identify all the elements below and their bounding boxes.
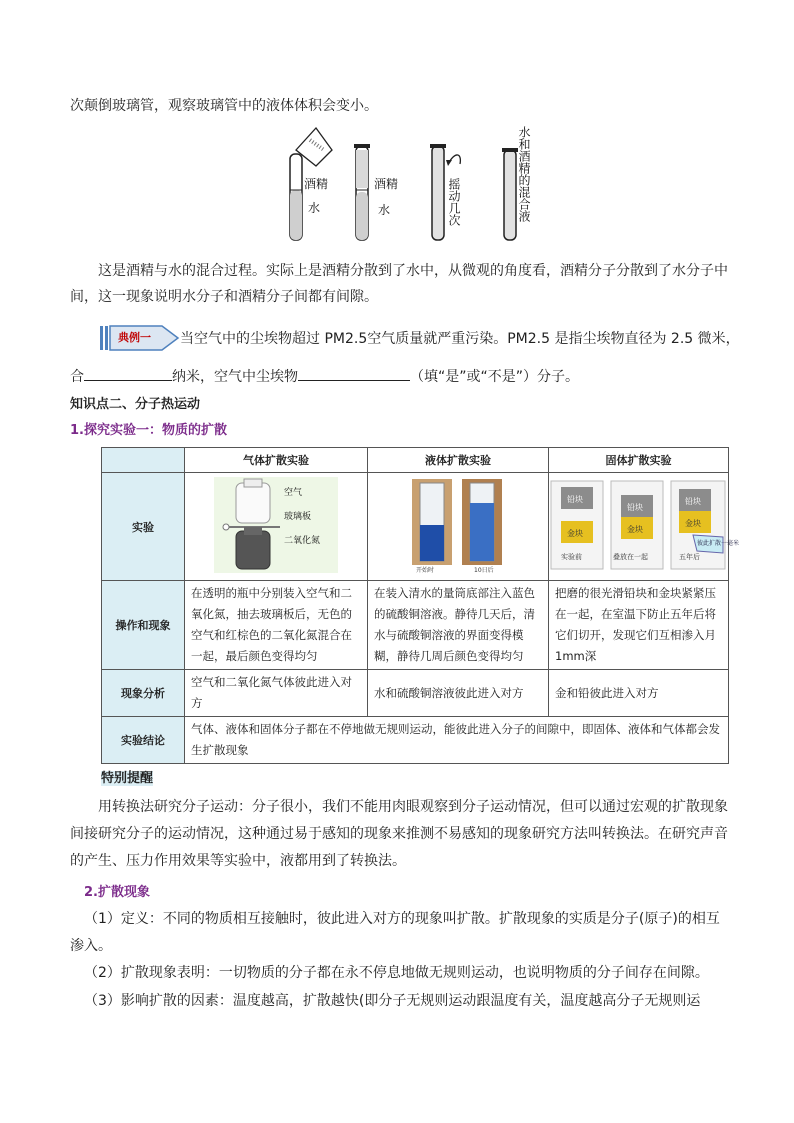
- tube1-bottom-label: 水: [308, 201, 321, 215]
- row-label-conclusion: 实验结论: [102, 717, 185, 764]
- solid-gold-1: 金块: [566, 529, 583, 538]
- header-solid: 固体扩散实验: [549, 448, 729, 473]
- example-q-part-b: 纳米，空气中尘埃物: [172, 369, 298, 385]
- liquid-cylinders-illustration: [408, 477, 508, 573]
- point-factors: （3）影响扩散的因素：温度越高，扩散越快(即分子无规则运动跟温度有关，温度越高分子无规则运: [84, 993, 701, 1009]
- solid-lead-2: 铅块: [626, 503, 643, 512]
- example-badge-label: 典例一: [118, 331, 151, 344]
- tube-2: [354, 144, 398, 240]
- example-question-line1: 当空气中的尘埃物超过 PM2.5空气质量就严重污染。PM2.5 是指尘埃物直径为 2.5 微米，: [180, 331, 740, 347]
- tube1-top-label: 酒精: [304, 177, 329, 191]
- solid-experiment-image: [549, 473, 739, 581]
- header-gas: 气体扩散实验: [185, 448, 368, 473]
- example-question-line2: [70, 364, 730, 390]
- example-q-part-c: （填“是”或“不是”）分子。: [410, 369, 580, 385]
- solid-caption-after: 五年后: [678, 553, 700, 561]
- gas-bottles-illustration: [214, 477, 338, 573]
- tube-mixing-figure: [270, 120, 540, 252]
- solid-lead-1: 铅块: [566, 495, 583, 504]
- solid-note: 彼此扩散一毫米: [696, 540, 739, 547]
- diffusion-experiment-table: [101, 447, 739, 764]
- gas-operation: 在透明的瓶中分别装入空气和二氧化氮，抽去玻璃板后，无色的空气和红棕色的二氧化氮混合在一起，最后颜色变得均匀: [185, 581, 368, 670]
- row-label-experiment: 实验: [102, 473, 185, 581]
- point-significance: （2）扩散现象表明：一切物质的分子都在永不停息地做无规则运动，也说明物质的分子间存在间隙。: [84, 965, 709, 981]
- solid-caption-stacked: 叠放在一起: [612, 553, 648, 561]
- subsection-2-title: 2.扩散现象: [84, 885, 150, 900]
- paragraph-mixing-explanation: 这是酒精与水的混合过程。实际上是酒精分散到了水中，从微观的角度看，酒精分子分散到了水分子中间，这一现象说明水分子和酒精分子间都有间隙。: [70, 263, 728, 305]
- subsection-1-title: 1.探究实验一：物质的扩散: [70, 423, 227, 438]
- gas-label-air: 空气: [284, 488, 303, 498]
- tube4-label: 水和酒精的混合液: [517, 126, 531, 222]
- tube2-top-label: 酒精: [374, 177, 399, 191]
- solid-blocks-illustration: [551, 477, 739, 573]
- gas-label-no2: 二氧化氮: [284, 536, 321, 546]
- tube3-label: 摇动几次: [447, 178, 461, 226]
- solid-operation: 把磨的很光滑铅块和金块紧紧压在一起，在室温下防止五年后将它们切开，发现它们互相渗入月1mm深: [549, 581, 729, 670]
- gas-experiment-image: [185, 473, 368, 581]
- tube-1: [290, 128, 332, 240]
- row-label-analysis: 现象分析: [102, 670, 185, 717]
- reminder-text: 用转换法研究分子运动：分子很小，我们不能用肉眼观察到分子运动情况，但可以通过宏观的扩散现象间接研究分子的运动情况，这种通过易于感知的现象来推测不易感知的现象研究方法叫转换法。在研究声音的产生、压力作用效果等实验中，液都用到了转换法。: [70, 799, 728, 869]
- example-q-part-a: 合: [70, 369, 84, 385]
- solid-lead-3: 铅块: [684, 497, 701, 506]
- solid-caption-before: 实验前: [560, 553, 582, 561]
- table-corner: [102, 448, 185, 473]
- tube-3: [430, 144, 461, 240]
- gas-analysis: 空气和二氧化氮气体彼此进入对方: [185, 670, 368, 717]
- liquid-caption-start: 开始时: [416, 567, 435, 574]
- section-2-title: 知识点二、分子热运动: [70, 397, 201, 412]
- gas-label-glass: 玻璃板: [284, 512, 312, 522]
- solid-analysis: 金和铅彼此进入对方: [549, 670, 729, 717]
- answer-blank-2[interactable]: [298, 366, 410, 381]
- intro-line: 次颠倒玻璃管，观察玻璃管中的液体体积会变小。: [70, 98, 378, 114]
- point-definition: （1）定义：不同的物质相互接触时，彼此进入对方的现象叫扩散。扩散现象的实质是分子(原子)的相互渗入。: [70, 911, 720, 954]
- liquid-analysis: 水和硫酸铜溶液彼此进入对方: [368, 670, 549, 717]
- liquid-caption-10days: 10日后: [474, 567, 494, 574]
- solid-gold-2: 金块: [626, 525, 643, 534]
- answer-blank-1[interactable]: [84, 366, 172, 381]
- row-label-operation: 操作和现象: [102, 581, 185, 670]
- solid-gold-3: 金块: [684, 519, 701, 528]
- reminder-title: 特别提醒: [101, 771, 154, 786]
- header-liquid: 液体扩散实验: [368, 448, 549, 473]
- tube-4: [502, 125, 531, 240]
- conclusion-cell: 气体、液体和固体分子都在不停地做无规则运动，能彼此进入分子的间隙中，即固体、液体和气体都会发生扩散现象: [185, 717, 729, 764]
- liquid-experiment-image: [368, 473, 549, 581]
- liquid-operation: 在装入清水的量筒底部注入蓝色的硫酸铜溶液。静待几天后，清水与硫酸铜溶液的界面变得模糊，静待几周后颜色变得均匀: [368, 581, 549, 670]
- tube2-bottom-label: 水: [378, 203, 391, 217]
